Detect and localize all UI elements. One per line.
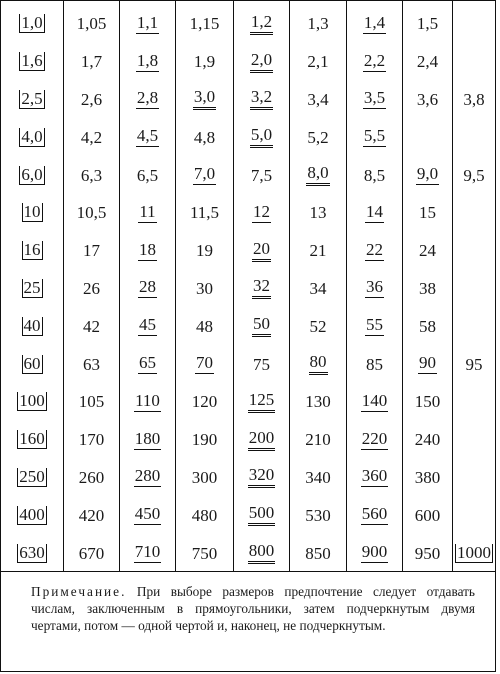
cell-value: 125 xyxy=(248,391,276,413)
cell-value: 710 xyxy=(134,542,161,562)
cell-value: 60 xyxy=(23,353,41,373)
table-cell xyxy=(347,345,402,383)
table-cell xyxy=(64,43,119,81)
table-cell xyxy=(347,496,402,534)
table-cell xyxy=(403,534,452,572)
table-cell xyxy=(64,459,119,497)
cell-value: 140 xyxy=(361,390,388,410)
table-cell xyxy=(234,383,289,421)
table-cell xyxy=(1,421,63,459)
table-cell xyxy=(290,43,346,81)
table-cell xyxy=(1,270,63,308)
table-column xyxy=(453,1,495,571)
cell-value: 630 xyxy=(19,542,45,562)
table-cell xyxy=(403,156,452,194)
cell-value: 1,15 xyxy=(189,14,220,34)
cell-value: 52 xyxy=(309,316,327,336)
table-cell xyxy=(120,307,175,345)
table-cell xyxy=(290,156,346,194)
table-column xyxy=(347,1,403,571)
cell-value: 38 xyxy=(419,278,436,298)
table-cell xyxy=(290,307,346,345)
cell-value: 65 xyxy=(139,353,156,373)
cell-value: 1,7 xyxy=(80,52,103,72)
cell-value: 11,5 xyxy=(189,203,220,223)
table-column xyxy=(176,1,234,571)
table-cell xyxy=(453,345,495,383)
cell-value: 13 xyxy=(309,203,327,223)
table-cell xyxy=(64,156,119,194)
cell-value: 400 xyxy=(19,504,45,524)
table-cell xyxy=(234,43,289,81)
table-cell xyxy=(347,232,402,270)
table-cell xyxy=(176,270,233,308)
cell-value: 530 xyxy=(305,505,331,525)
table-cell xyxy=(64,118,119,156)
cell-value: 32 xyxy=(252,277,271,299)
table-cell xyxy=(120,232,175,270)
table-cell xyxy=(403,5,452,43)
cell-value: 8,5 xyxy=(363,165,386,185)
table-cell xyxy=(234,421,289,459)
table-cell xyxy=(403,270,452,308)
cell-value: 130 xyxy=(305,392,331,412)
table-cell xyxy=(290,383,346,421)
cell-value: 50 xyxy=(252,315,271,337)
cell-value: 420 xyxy=(78,505,105,525)
footnote-lead: Примечание. xyxy=(31,584,127,599)
cell-value: 1,3 xyxy=(307,14,329,34)
table-column xyxy=(234,1,290,571)
cell-value: 3,6 xyxy=(416,89,439,109)
cell-value: 22 xyxy=(366,239,383,259)
cell-value: 21 xyxy=(309,241,327,261)
table-cell xyxy=(64,232,119,270)
cell-value: 5,2 xyxy=(307,127,329,147)
cell-value: 28 xyxy=(139,277,156,297)
table-cell xyxy=(120,496,175,534)
cell-value: 16 xyxy=(23,240,41,260)
table-cell xyxy=(290,232,346,270)
cell-value: 1,05 xyxy=(76,14,107,34)
table-cell xyxy=(1,118,63,156)
cell-value: 4,2 xyxy=(80,127,103,147)
table-cell xyxy=(1,81,63,119)
table-cell xyxy=(453,118,495,156)
table-cell xyxy=(176,81,233,119)
table-cell xyxy=(403,81,452,119)
table-cell xyxy=(403,194,452,232)
table-cell xyxy=(403,118,452,156)
table-cell xyxy=(234,5,289,43)
cell-value: 150 xyxy=(414,392,441,412)
table-cell xyxy=(347,270,402,308)
table-cell xyxy=(453,5,495,43)
cell-value: 6,5 xyxy=(136,165,159,185)
table-cell xyxy=(234,194,289,232)
table-cell xyxy=(176,534,233,572)
table-cell xyxy=(120,345,175,383)
table-cell xyxy=(403,43,452,81)
cell-value: 6,0 xyxy=(21,164,43,184)
table-cell xyxy=(176,118,233,156)
cell-value: 950 xyxy=(414,543,441,563)
cell-value: 85 xyxy=(366,354,383,374)
table-cell xyxy=(1,459,63,497)
cell-value: 210 xyxy=(305,430,331,450)
cell-value: 5,5 xyxy=(363,126,386,146)
table-cell xyxy=(64,270,119,308)
table-cell xyxy=(176,421,233,459)
table-cell xyxy=(176,345,233,383)
table-cell xyxy=(403,459,452,497)
table-cell xyxy=(120,5,175,43)
cell-value: 30 xyxy=(196,278,213,298)
cell-value: 2,4 xyxy=(416,52,439,72)
cell-value: 850 xyxy=(305,543,331,563)
cell-value: 10,5 xyxy=(76,203,107,223)
cell-value: 3,0 xyxy=(193,88,216,110)
table-cell xyxy=(120,421,175,459)
table-cell xyxy=(64,345,119,383)
cell-value: 10 xyxy=(23,202,41,222)
cell-value: 360 xyxy=(361,466,388,486)
table-cell xyxy=(176,307,233,345)
table-cell xyxy=(234,307,289,345)
cell-value: 3,8 xyxy=(463,89,485,109)
table-cell xyxy=(176,232,233,270)
cell-value: 190 xyxy=(191,430,218,450)
cell-value: 340 xyxy=(305,467,331,487)
table-cell xyxy=(290,345,346,383)
table-cell xyxy=(1,156,63,194)
cell-value: 3,5 xyxy=(363,88,386,108)
cell-value: 5,0 xyxy=(250,126,273,148)
table-cell xyxy=(176,383,233,421)
cell-value: 2,0 xyxy=(250,51,273,73)
table-cell xyxy=(453,81,495,119)
table-cell xyxy=(403,307,452,345)
table-footnote xyxy=(1,571,495,671)
table-cell xyxy=(1,43,63,81)
table-cell xyxy=(403,421,452,459)
table-cell xyxy=(290,270,346,308)
cell-value: 120 xyxy=(191,392,218,412)
table-cell xyxy=(120,156,175,194)
table-cell xyxy=(1,496,63,534)
table-cell xyxy=(1,232,63,270)
table-cell xyxy=(290,421,346,459)
table-cell xyxy=(403,232,452,270)
cell-value: 100 xyxy=(19,391,45,411)
cell-value: 900 xyxy=(361,542,388,562)
cell-value: 90 xyxy=(419,353,436,373)
cell-value: 160 xyxy=(19,429,45,449)
table-cell xyxy=(1,307,63,345)
table-cell xyxy=(176,43,233,81)
cell-value: 450 xyxy=(134,504,161,524)
cell-value: 17 xyxy=(83,241,100,261)
table-cell xyxy=(347,534,402,572)
cell-value: 11 xyxy=(139,201,156,221)
table-cell xyxy=(453,232,495,270)
cell-value: 26 xyxy=(83,278,100,298)
table-cell xyxy=(1,194,63,232)
table-column xyxy=(290,1,347,571)
table-cell xyxy=(64,383,119,421)
cell-value: 600 xyxy=(414,505,441,525)
cell-value: 670 xyxy=(78,543,105,563)
table-cell xyxy=(64,307,119,345)
cell-value: 7,5 xyxy=(250,165,273,185)
table-cell xyxy=(290,194,346,232)
cell-value: 380 xyxy=(414,467,441,487)
cell-value: 240 xyxy=(414,430,441,450)
table-cell xyxy=(453,421,495,459)
cell-value: 1,6 xyxy=(21,51,43,71)
cell-value: 18 xyxy=(139,239,156,259)
cell-value: 55 xyxy=(366,315,383,335)
table-cell xyxy=(453,459,495,497)
cell-value: 4,8 xyxy=(193,127,216,147)
table-cell xyxy=(453,307,495,345)
cell-value: 34 xyxy=(309,278,327,298)
table-cell xyxy=(64,496,119,534)
cell-value: 1,0 xyxy=(21,13,43,33)
table-cell xyxy=(453,383,495,421)
table-cell xyxy=(1,5,63,43)
cell-value: 260 xyxy=(78,467,105,487)
cell-value: 42 xyxy=(83,316,100,336)
cell-value: 80 xyxy=(309,353,328,375)
table-cell xyxy=(1,383,63,421)
table-cell xyxy=(347,5,402,43)
cell-value: 105 xyxy=(78,392,105,412)
cell-value: 2,5 xyxy=(21,88,43,108)
cell-value: 500 xyxy=(248,504,276,526)
table-cell xyxy=(64,81,119,119)
cell-value: 63 xyxy=(83,354,100,374)
cell-value: 110 xyxy=(135,390,160,410)
cell-value: 2,1 xyxy=(307,52,329,72)
table-cell xyxy=(234,534,289,572)
table-cell xyxy=(120,81,175,119)
cell-value: 4,5 xyxy=(136,126,159,146)
table-cell xyxy=(290,534,346,572)
cell-value: 15 xyxy=(419,203,436,223)
table-cell xyxy=(347,118,402,156)
cell-value: 180 xyxy=(134,428,161,448)
cell-value: 1,1 xyxy=(136,12,159,32)
table-cell xyxy=(347,421,402,459)
cell-value: 48 xyxy=(196,316,213,336)
cell-value: 45 xyxy=(139,315,156,335)
table-cell xyxy=(453,534,495,572)
cell-value: 3,4 xyxy=(307,89,329,109)
cell-value: 200 xyxy=(248,429,276,451)
table-cell xyxy=(290,459,346,497)
table-cell xyxy=(290,496,346,534)
cell-value: 220 xyxy=(361,428,388,448)
cell-value: 70 xyxy=(196,353,213,373)
table-cell xyxy=(290,81,346,119)
cell-value: 36 xyxy=(366,277,383,297)
table-cell xyxy=(347,43,402,81)
cell-value: 14 xyxy=(366,201,383,221)
table-cell xyxy=(120,534,175,572)
cell-value: 1000 xyxy=(457,542,491,562)
table-cell xyxy=(347,459,402,497)
cell-value: 750 xyxy=(191,543,218,563)
cell-value: 1,5 xyxy=(416,14,439,34)
table-cell xyxy=(347,307,402,345)
table-cell xyxy=(120,383,175,421)
table-column xyxy=(1,1,64,571)
table-cell xyxy=(120,194,175,232)
table-cell xyxy=(234,118,289,156)
table-cell xyxy=(176,496,233,534)
table-cell xyxy=(176,5,233,43)
cell-value: 95 xyxy=(465,354,483,374)
table-cell xyxy=(1,534,63,572)
table-cell xyxy=(347,81,402,119)
table-cell xyxy=(403,345,452,383)
table-cell xyxy=(176,194,233,232)
cell-value: 1,2 xyxy=(250,13,273,35)
cell-value: 9,5 xyxy=(463,165,485,185)
cell-value: 24 xyxy=(419,241,436,261)
table-cell xyxy=(403,496,452,534)
cell-value: 300 xyxy=(191,467,218,487)
cell-value: 250 xyxy=(19,466,45,486)
cell-value: 560 xyxy=(361,504,388,524)
cell-value: 20 xyxy=(252,240,271,262)
cell-value: 1,4 xyxy=(363,12,386,32)
table-cell xyxy=(64,194,119,232)
cell-value: 75 xyxy=(253,354,270,374)
table-cell xyxy=(453,496,495,534)
cell-value: 7,0 xyxy=(193,164,216,184)
cell-value: 2,6 xyxy=(80,89,103,109)
table-column xyxy=(64,1,120,571)
table-cell xyxy=(347,194,402,232)
table-cell xyxy=(453,156,495,194)
table-cell xyxy=(1,345,63,383)
table-cell xyxy=(234,345,289,383)
table-cell xyxy=(234,81,289,119)
cell-value: 2,8 xyxy=(136,88,159,108)
cell-value: 170 xyxy=(78,430,105,450)
cell-value: 8,0 xyxy=(306,164,329,186)
table-cell xyxy=(347,156,402,194)
table-cell xyxy=(64,534,119,572)
cell-value: 12 xyxy=(253,201,270,221)
cell-value: 3,2 xyxy=(250,88,273,110)
table-cell xyxy=(453,43,495,81)
table-cell xyxy=(347,383,402,421)
table-cell xyxy=(453,270,495,308)
footnote-text: При выборе размеров предпочтение следует отдавать числам, заключенным в прямоугольники, затем подчеркнутым двумя чертами, потом — одной чертой и, наконец, не подчеркнутым. xyxy=(31,584,475,633)
table-cell xyxy=(234,232,289,270)
table-cell xyxy=(64,5,119,43)
table-cell xyxy=(403,383,452,421)
table-cell xyxy=(120,270,175,308)
table-cell xyxy=(234,270,289,308)
table-column xyxy=(120,1,176,571)
cell-value: 40 xyxy=(23,315,41,335)
table-cell xyxy=(453,194,495,232)
table-cell xyxy=(176,156,233,194)
cell-value: 1,9 xyxy=(193,52,216,72)
preferred-numbers-table xyxy=(1,1,495,571)
cell-value: 19 xyxy=(196,241,213,261)
table-cell xyxy=(290,118,346,156)
table-cell xyxy=(234,459,289,497)
cell-value: 800 xyxy=(248,542,276,564)
cell-value: 58 xyxy=(419,316,436,336)
table-cell xyxy=(234,496,289,534)
table-cell xyxy=(120,43,175,81)
cell-value: 480 xyxy=(191,505,218,525)
cell-value: 4,0 xyxy=(21,126,43,146)
cell-value: 320 xyxy=(248,466,276,488)
table-cell xyxy=(176,459,233,497)
cell-value: 9,0 xyxy=(416,164,439,184)
cell-value: 280 xyxy=(134,466,161,486)
cell-value: 1,8 xyxy=(136,50,159,70)
table-cell xyxy=(64,421,119,459)
cell-value: 2,2 xyxy=(363,50,386,70)
table-cell xyxy=(120,459,175,497)
table-cell xyxy=(120,118,175,156)
cell-value: 6,3 xyxy=(80,165,103,185)
cell-value: 25 xyxy=(23,277,41,297)
table-cell xyxy=(234,156,289,194)
table-cell xyxy=(290,5,346,43)
table-column xyxy=(403,1,453,571)
